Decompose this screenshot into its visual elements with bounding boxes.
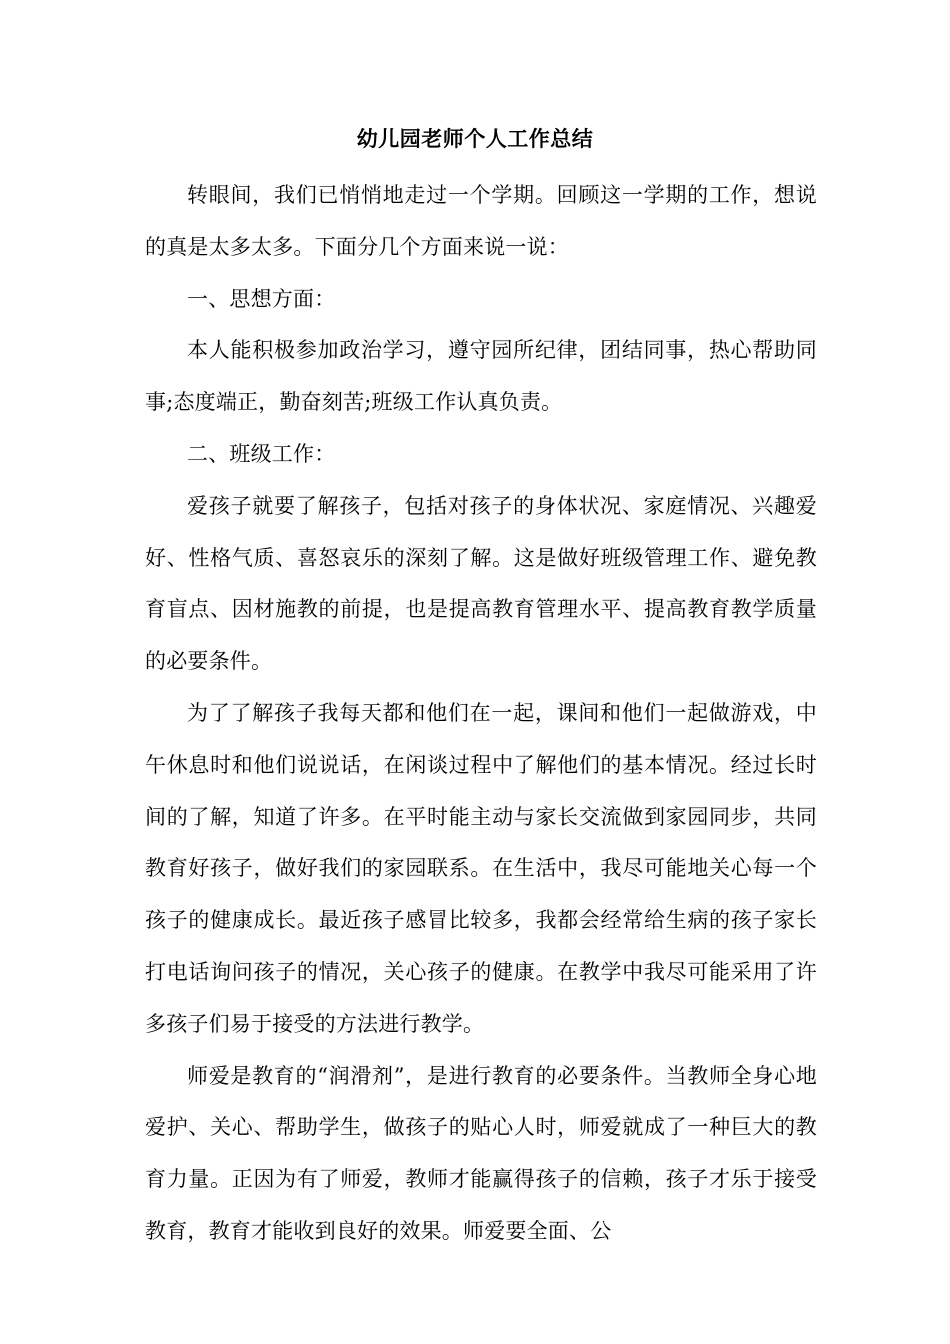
paragraph-thought: 本人能积极参加政治学习，遵守园所纪律，团结同事，热心帮助同事;态度端正，勤奋刻苦;班级工作认真负责。 — [145, 338, 817, 415]
document-title: 幼儿园老师个人工作总结 — [356, 126, 594, 151]
section-heading-thought: 一、思想方面： — [187, 286, 336, 311]
section-heading-class-work: 二、班级工作： — [187, 441, 336, 466]
paragraph-understand-children: 爱孩子就要了解孩子，包括对孩子的身体状况、家庭情况、兴趣爱好、性格气质、喜怒哀乐的深刻了解。这是做好班级管理工作、避免教育盲点、因材施教的前提，也是提高教育管理水平、提高教育教学质量的必要条件。 — [145, 493, 817, 674]
paragraph-teacher-love: 师爱是教育的“润滑剂”，是进行教育的必要条件。当教师全身心地爱护、关心、帮助学生，做孩子的贴心人时，师爱就成了一种巨大的教育力量。正因为有了师爱，教师才能赢得孩子的信赖，孩子才乐于接受教育，教育才能收到良好的效果。师爱要全面、公 — [145, 1063, 817, 1243]
paragraph-intro: 转眼间，我们已悄悄地走过一个学期。回顾这一学期的工作，想说的真是太多太多。下面分几个方面来说一说： — [145, 183, 817, 259]
paragraph-daily-work: 为了了解孩子我每天都和他们在一起，课间和他们一起做游戏，中午休息时和他们说说话，在闲谈过程中了解他们的基本情况。经过长时间的了解，知道了许多。在平时能主动与家长交流做到家园同步，共同教育好孩子，做好我们的家园联系。在生活中，我尽可能地关心每一个孩子的健康成长。最近孩子感冒比较多，我都会经常给生病的孩子家长打电话询问孩子的情况，关心孩子的健康。在教学中我尽可能采用了许多孩子们易于接受的方法进行教学。 — [145, 700, 817, 1036]
document-body — [145, 170, 817, 1258]
